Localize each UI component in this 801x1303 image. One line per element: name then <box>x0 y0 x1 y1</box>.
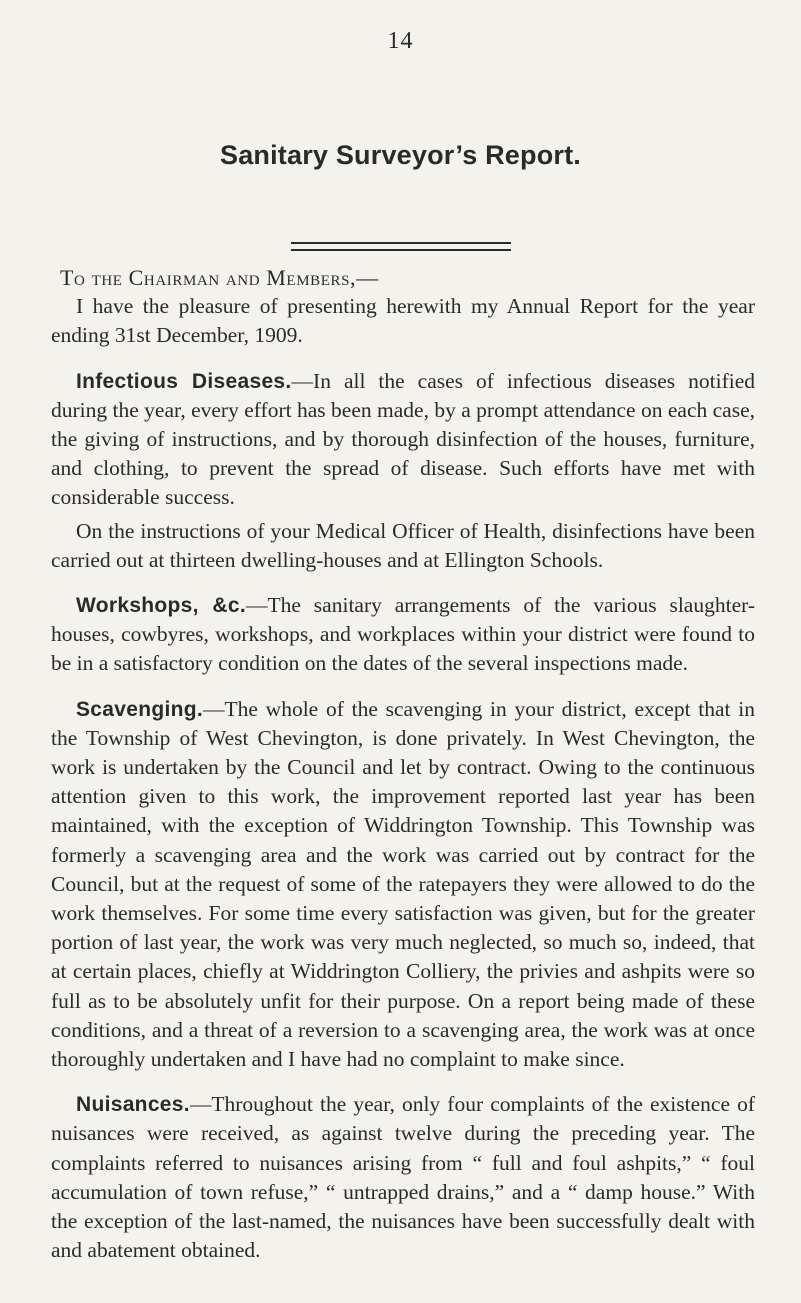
section-infectious-diseases <box>51 367 755 513</box>
section-infectious-diseases-continued: On the instructions of your Medical Officer of Health, disinfections have been carried out at thirteen dwelling-houses and at Ellington Schools. <box>51 518 755 572</box>
section-heading: Workshops, &c. <box>76 594 247 618</box>
section-heading: Nuisances. <box>76 1093 190 1117</box>
section-heading: Scavenging. <box>76 697 204 721</box>
section-heading: Infectious Diseases. <box>76 369 292 393</box>
title-rule-lower <box>291 249 511 251</box>
section-workshops <box>51 591 755 679</box>
salutation: To the Chairman and Members,— <box>60 265 379 290</box>
section-text: —Throughout the year, only four complaints of the existence of nuisances were received, as against twelve during the preceding year. The complaints referred to nuisances arising from “ full and foul ashpits,” “ foul accumulation of town refuse,” “ untrapped drains,” and a “ damp house.” With the exception of the last-named, the nuisances have been successfully dealt with and abatement obtained. <box>51 1092 755 1263</box>
title-rule-upper <box>291 242 511 244</box>
section-nuisances <box>51 1090 755 1265</box>
report-body <box>51 263 755 1266</box>
intro-paragraph: I have the pleasure of presenting herewith my Annual Report for the year ending 31st December, 1909. <box>51 294 755 348</box>
section-text: —In all the cases of infectious diseases notified during the year, every effort has been made, by a prompt attendance on each case, the giving of instructions, and by thorough disinfection of the houses, furniture, and clothing, to prevent the spread of disease. Such efforts have met with considerable success. <box>51 368 756 510</box>
report-title: Sanitary Surveyor’s Report. <box>219 140 582 170</box>
section-text: —The sanitary arrangements of the various slaughter-houses, cowbyres, workshops, and workplaces within your district were found to be in a satisfactory condition on the dates of the several inspections made. <box>51 593 756 676</box>
section-scavenging <box>51 695 755 1075</box>
page-number: 14 <box>387 28 414 54</box>
section-text: —The whole of the scavenging in your district, except that in the Township of West Chevington, is done privately. In West Chevington, the work is undertaken by the Council and let by contract. Owing to the continuous attention given to this work, the improvement reported last year has been maintained, with the exception of Widdrington Township. This Township was formerly a scavenging area and the work was carried out by contract for the Council, but at the request of some of the ratepayers they were allowed to do the work themselves. For some time every satisfaction was given, but for the greater portion of last year, the work was very much neglected, so much so, indeed, that at certain places, chiefly at Widdrington Colliery, the privies and ashpits were so full as to be absolutely unfit for their purpose. On a report being made of these conditions, and a threat of a reversion to a scavenging area, the work was at once thoroughly undertaken and I have had no complaint to make since. <box>51 696 755 1072</box>
